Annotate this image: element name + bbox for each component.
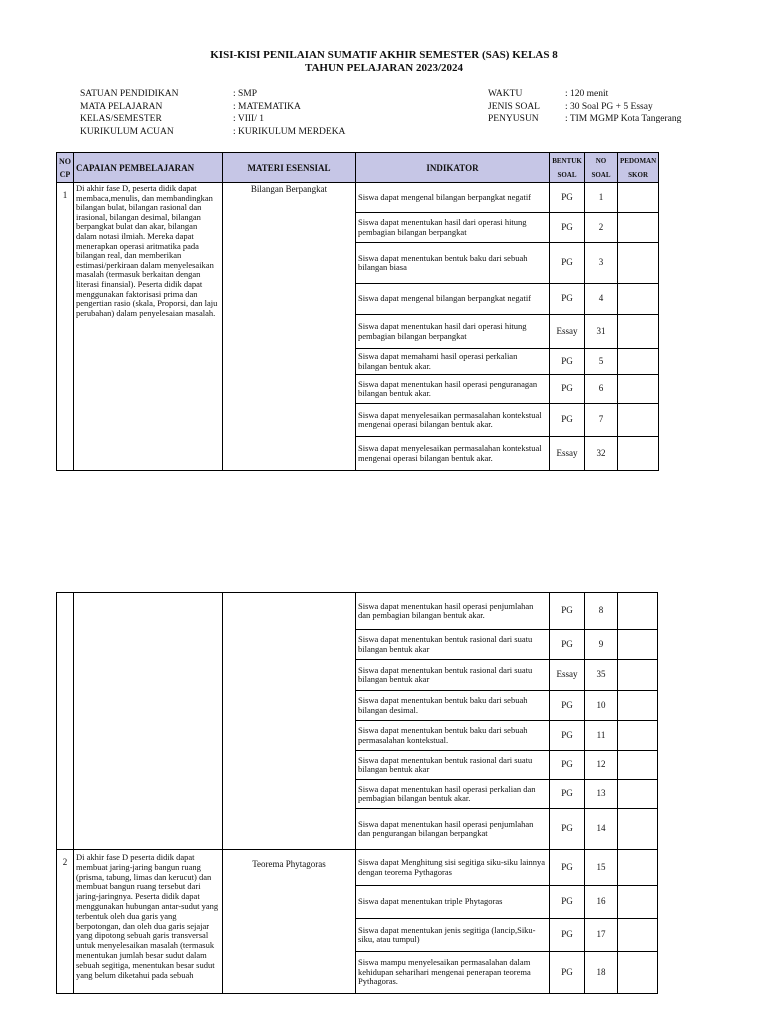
indikator-cell: Siswa dapat menentukan bentuk baku dari sebuah permasalahan kontekstual. xyxy=(356,721,550,751)
pedoman-skor-cell xyxy=(618,630,658,660)
bentuk-soal-cell: PG xyxy=(550,375,585,404)
no-soal-cell: 2 xyxy=(585,213,618,243)
indikator-cell: Siswa dapat mengenal bilangan berpangkat negatif xyxy=(356,183,550,213)
no-soal-cell: 18 xyxy=(585,952,618,994)
pedoman-skor-cell xyxy=(618,780,658,809)
indikator-cell: Siswa mampu menyelesaikan permasalahan dalam kehidupan seharihari mengenai penerapan teorema Pythagoras. xyxy=(356,952,550,994)
info-value-waktu: : 120 menit xyxy=(565,89,609,99)
bentuk-soal-cell: PG xyxy=(550,593,585,630)
bentuk-soal-cell: Essay xyxy=(550,660,585,691)
no-soal-cell: 4 xyxy=(585,284,618,315)
info-value-penyusun: : TIM MGMP Kota Tangerang xyxy=(565,114,682,124)
bentuk-soal-cell: PG xyxy=(550,952,585,994)
bentuk-soal-cell: PG xyxy=(550,780,585,809)
info-left-labels xyxy=(80,88,178,138)
bentuk-soal-cell: PG xyxy=(550,284,585,315)
indikator-cell: Siswa dapat menyelesaikan permasalahan kontekstual mengenai operasi bilangan bentuk akar. xyxy=(356,404,550,437)
header-pedoman-line2: SKOR xyxy=(628,170,648,179)
info-value-kelas: : VIII/ 1 xyxy=(233,114,264,124)
no-soal-cell: 14 xyxy=(585,809,618,850)
pedoman-skor-cell xyxy=(618,809,658,850)
pedoman-skor-cell xyxy=(618,919,658,952)
kisi-kisi-table-page2 xyxy=(56,592,658,994)
bentuk-soal-cell: PG xyxy=(550,213,585,243)
bentuk-soal-cell: PG xyxy=(550,886,585,919)
no-soal-cell: 15 xyxy=(585,850,618,886)
pedoman-skor-cell xyxy=(618,691,658,721)
pedoman-skor-cell xyxy=(618,375,659,404)
bentuk-soal-cell: PG xyxy=(550,243,585,284)
header-bentuk-line1: BENTUK xyxy=(552,156,582,165)
bentuk-soal-cell: PG xyxy=(550,183,585,213)
indikator-cell: Siswa dapat menentukan bentuk rasional dari suatu bilangan bentuk akar xyxy=(356,630,550,660)
pedoman-skor-cell xyxy=(618,886,658,919)
header-capaian: CAPAIAN PEMBELAJARAN xyxy=(74,153,223,183)
indikator-cell: Siswa dapat menentukan hasil dari operasi hitung pembagian bilangan berpangkat xyxy=(356,213,550,243)
indikator-cell: Siswa dapat memahami hasil operasi perkalian bilangan bentuk akar. xyxy=(356,349,550,375)
indikator-cell: Siswa dapat menentukan hasil dari operasi hitung pembagian bilangan berpangkat xyxy=(356,315,550,349)
indikator-cell: Siswa dapat Menghitung sisi segitiga siku-siku lainnya dengan teorema Pythagoras xyxy=(356,850,550,886)
no-soal-cell: 32 xyxy=(585,437,618,471)
no-soal-cell: 12 xyxy=(585,751,618,780)
pedoman-skor-cell xyxy=(618,850,658,886)
header-no-soal-line1: NO xyxy=(595,156,607,165)
info-right-values xyxy=(565,88,681,126)
indikator-cell: Siswa dapat menentukan hasil operasi penjumlahan dan pengurangan bilangan berpangkat xyxy=(356,809,550,850)
header-no-soal xyxy=(585,153,618,183)
indikator-cell: Siswa dapat menyelesaikan permasalahan kontekstual mengenai operasi bilangan bentuk akar. xyxy=(356,437,550,471)
materi-continued xyxy=(223,593,356,850)
table-header-row xyxy=(57,153,659,183)
cp-number: 1 xyxy=(57,183,74,471)
bentuk-soal-cell: PG xyxy=(550,349,585,375)
info-value-satuan: : SMP xyxy=(233,89,258,99)
header-bentuk-soal xyxy=(550,153,585,183)
bentuk-soal-cell: PG xyxy=(550,404,585,437)
info-label-jenis-soal: JENIS SOAL xyxy=(488,101,540,112)
indikator-cell: Siswa dapat menentukan hasil operasi penguranagan bilangan bentuk akar. xyxy=(356,375,550,404)
info-left-values xyxy=(233,88,345,138)
indikator-cell: Siswa dapat menentukan bentuk rasional dari suatu bilangan bentuk akar xyxy=(356,660,550,691)
no-soal-cell: 17 xyxy=(585,919,618,952)
indikator-cell: Siswa dapat menentukan hasil operasi penjumlahan dan pembagian bilangan bentuk akar. xyxy=(356,593,550,630)
no-soal-cell: 31 xyxy=(585,315,618,349)
table-row xyxy=(57,850,658,886)
bentuk-soal-cell: Essay xyxy=(550,437,585,471)
header-pedoman-skor xyxy=(618,153,659,183)
no-soal-cell: 9 xyxy=(585,630,618,660)
header-materi: MATERI ESENSIAL xyxy=(223,153,356,183)
info-label-satuan: SATUAN PENDIDIKAN xyxy=(80,89,179,99)
indikator-cell: Siswa dapat mengenal bilangan berpangkat negatif xyxy=(356,284,550,315)
table-row xyxy=(57,183,659,213)
materi-esensial-2: Teorema Phytagoras xyxy=(223,850,356,994)
no-soal-cell: 13 xyxy=(585,780,618,809)
info-label-mapel: MATA PELAJARAN xyxy=(80,101,163,112)
header-no-cp xyxy=(57,153,74,183)
bentuk-soal-cell: PG xyxy=(550,850,585,886)
bentuk-soal-cell: PG xyxy=(550,630,585,660)
pedoman-skor-cell xyxy=(618,404,659,437)
pedoman-skor-cell xyxy=(618,660,658,691)
pedoman-skor-cell xyxy=(618,751,658,780)
pedoman-skor-cell xyxy=(618,593,658,630)
document-title-line2: TAHUN PELAJARAN 2023/2024 xyxy=(304,62,464,74)
header-no-cp-line2: CP xyxy=(59,169,71,179)
no-soal-cell: 35 xyxy=(585,660,618,691)
cp-number-2: 2 xyxy=(57,850,74,994)
bentuk-soal-cell: PG xyxy=(550,809,585,850)
pedoman-skor-cell xyxy=(618,952,658,994)
no-soal-cell: 1 xyxy=(585,183,618,213)
header-no-cp-line1: NO xyxy=(59,156,71,166)
pedoman-skor-cell xyxy=(618,183,659,213)
capaian-continued xyxy=(74,593,223,850)
capaian-pembelajaran-2 xyxy=(74,850,223,994)
indikator-cell: Siswa dapat menentukan bentuk baku dari sebuah bilangan desimal. xyxy=(356,691,550,721)
header-no-soal-line2: SOAL xyxy=(591,170,611,179)
pedoman-skor-cell xyxy=(618,284,659,315)
indikator-cell: Siswa dapat menentukan hasil operasi perkalian dan pembagian bilangan bentuk akar. xyxy=(356,780,550,809)
bentuk-soal-cell: Essay xyxy=(550,315,585,349)
cp-number-continued xyxy=(57,593,74,850)
header-pedoman-line1: PEDOMAN xyxy=(620,156,657,165)
info-value-mapel: : MATEMATIKA xyxy=(233,101,301,112)
no-soal-cell: 10 xyxy=(585,691,618,721)
info-label-waktu: WAKTU xyxy=(488,89,523,99)
no-soal-cell: 6 xyxy=(585,375,618,404)
indikator-cell: Siswa dapat menentukan triple Phytagoras xyxy=(356,886,550,919)
capaian-pembelajaran-2-text: Di akhir fase D peserta didik dapat membuat jaring-jaring bangun ruang (prisma, tabung, limas dan kerucut) dan membuat bangun ruang tersebut dari jaring-jaringnya. Peserta didik dapat menggunakan hubungan antar-sudut yang terbentuk oleh dua garis yang berpotongan, dan oleh dua garis sejajar yang dipotong sebuah garis transversal untuk menyelesaikan masalah (termasuk menentukan jumlah besar sudut dalam sebuah segitiga, menentukan besar sudut yang belum diketahui pada sebuah xyxy=(76,853,219,980)
pedoman-skor-cell xyxy=(618,243,659,284)
info-label-kelas: KELAS/SEMESTER xyxy=(80,114,162,124)
info-label-kurikulum: KURIKULUM ACUAN xyxy=(80,126,174,137)
pedoman-skor-cell xyxy=(618,437,659,471)
indikator-cell: Siswa dapat menentukan bentuk baku dari sebuah bilangan biasa xyxy=(356,243,550,284)
indikator-cell: Siswa dapat menentukan jenis segitiga (lancip,Siku-siku, atau tumpul) xyxy=(356,919,550,952)
pedoman-skor-cell xyxy=(618,315,659,349)
indikator-cell: Siswa dapat menentukan bentuk rasional dari suatu bilangan bentuk akar xyxy=(356,751,550,780)
header-bentuk-line2: SOAL xyxy=(557,170,577,179)
bentuk-soal-cell: PG xyxy=(550,721,585,751)
pedoman-skor-cell xyxy=(618,213,659,243)
header-indikator: INDIKATOR xyxy=(356,153,550,183)
info-label-penyusun: PENYUSUN xyxy=(488,114,539,124)
bentuk-soal-cell: PG xyxy=(550,691,585,721)
no-soal-cell: 8 xyxy=(585,593,618,630)
materi-esensial-text: Bilangan Berpangkat xyxy=(223,183,356,471)
no-soal-cell: 5 xyxy=(585,349,618,375)
pedoman-skor-cell xyxy=(618,349,659,375)
kisi-kisi-table-page1 xyxy=(56,152,659,471)
capaian-pembelajaran-text: Di akhir fase D, peserta didik dapat membaca,menulis, dan membandingkan bilangan bulat, bilangan rasional dan irasional, bilangan desimal, bilangan berpangkat bulat dan akar, bilangan dalam notasi ilmiah. Mereka dapat menerapkan operasi aritmatika pada bilangan real, dan memberikan estimasi/perkiraan dalam menyelesaikan masalah (termasuk berkaitan dengan literasi finansial). Peserta didik dapat menggunakan faktorisasi prima dan pengertian rasio (skala, Proporsi, dan laju perubahan) dalam penyelesaian masalah. xyxy=(74,183,223,471)
bentuk-soal-cell: PG xyxy=(550,919,585,952)
table-row xyxy=(57,593,658,630)
no-soal-cell: 16 xyxy=(585,886,618,919)
info-right-labels xyxy=(488,88,540,126)
no-soal-cell: 11 xyxy=(585,721,618,751)
no-soal-cell: 3 xyxy=(585,243,618,284)
info-value-kurikulum: : KURIKULUM MERDEKA xyxy=(233,126,346,137)
bentuk-soal-cell: PG xyxy=(550,751,585,780)
document-title-line1: KISI-KISI PENILAIAN SUMATIF AKHIR SEMESTER (SAS) KELAS 8 xyxy=(210,49,558,61)
no-soal-cell: 7 xyxy=(585,404,618,437)
info-value-jenis-soal: : 30 Soal PG + 5 Essay xyxy=(565,101,653,112)
pedoman-skor-cell xyxy=(618,721,658,751)
